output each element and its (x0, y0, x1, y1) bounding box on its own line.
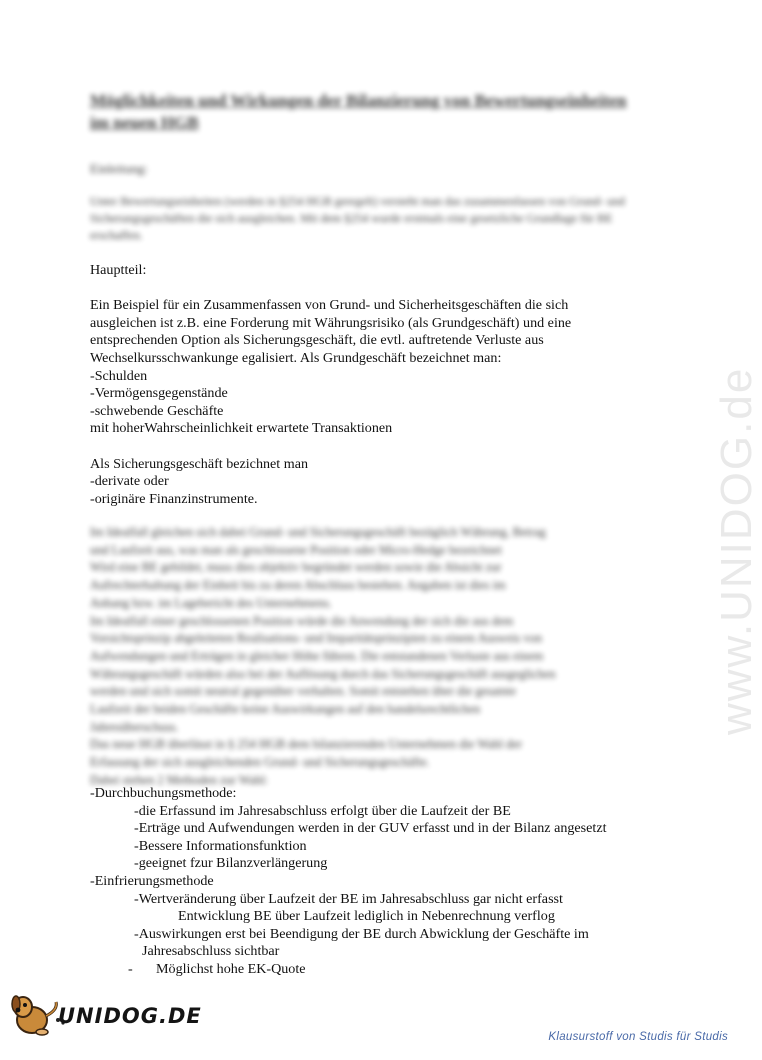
document-title: Möglichkeiten und Wirkungen der Bilanzierung von Bewertungseinheiten im neuen HGB (90, 91, 627, 132)
grund-list-item: -schwebende Geschäfte (90, 402, 224, 419)
grund-list-item: -Vermögensgegenstände (90, 385, 228, 402)
method-title: -Durchbuchungsmethode: (90, 785, 237, 801)
blurred-line: Jahresüberschuss. (90, 719, 179, 734)
blurred-line: Im Idealfall gleichen sich dabei Grund- und Sicherungsgeschäft bezüglich Währung, Betrag (90, 525, 546, 539)
method-item: -Bessere Informationsfunktion (134, 837, 307, 854)
blurred-line: Vorsichtsprinzip abgeleiteten Realisations- und Imparitätsprinzipien zu einem Ausweis von (90, 631, 542, 646)
blurred-line: werden und sich somit neutral gegenüber verhalten. Somit entstehen über die gesamte (90, 684, 516, 699)
intro-heading: Einleitung: (90, 161, 148, 176)
blurred-line: Aufwendungen und Erträgen in gleicher Höhe führen. Die entstandenen Verluste aus einem (90, 648, 544, 663)
blurred-line: Erfassung der sich ausgleichenden Grund- und Sicherungsgeschäfte. (90, 755, 430, 770)
method-item: -Erträge und Aufwendungen werden in der GUV erfasst und in der Bilanz angesetzt (134, 820, 607, 837)
method-item: -Wertveränderung über Laufzeit der BE im Jahresabschluss gar nicht erfasst (134, 890, 563, 907)
blurred-line: Anhang bzw. im Lagebericht des Unternehmens. (90, 595, 332, 610)
main-section (90, 262, 670, 508)
blurred-line: Aufrechterhaltung der Einheit bis zu deren Abschluss bestehen. Angaben ist dies im (90, 578, 506, 593)
main-paragraph-line: Wechselkursschwankunge egalisiert. Als Grundgeschäft bezeichnet man: (90, 349, 502, 366)
main-paragraph-line: ausgleichen ist z.B. eine Forderung mit Währungsrisiko (als Grundgeschäft) und eine (90, 314, 572, 331)
method-item: -geeignet fzur Bilanzverlängerung (134, 855, 328, 872)
method-item: -Auswirkungen erst bei Beendigung der BE durch Abwicklung der Geschäfte im (134, 925, 589, 942)
footer-tagline: Klausurstoff von Studis für Studis (548, 1031, 728, 1043)
blurred-line: Währungsgeschäft würden also bei der Auflösung durch das Sicherungsgeschäft ausgeglichen (90, 666, 556, 681)
method-title: -Einfrierungsmethode (90, 872, 214, 889)
blurred-line: Im Idealfall einer geschlossenen Position würde die Anwendung der sich die aus dem (90, 613, 514, 628)
method-item (90, 961, 670, 979)
method-item-continuation: Jahresabschluss sichtbar (142, 943, 280, 960)
blurred-line: Wird eine BE gebildet, muss dies objektiv begründet werden sowie die Absicht zur (90, 560, 502, 575)
method-subitem: Entwicklung BE über Laufzeit lediglich in Nebenrechnung verflog (178, 908, 555, 925)
dog-icon (6, 990, 66, 1040)
blurred-paragraph (90, 524, 665, 790)
blurred-line: und Laufzeit aus, was man als geschlossene Position oder Micro-Hedge bezeichnet (90, 542, 502, 557)
sicherung-intro: Als Sicherungsgeschäft bezichnet man (90, 455, 308, 472)
logo-text: UNIDOG.DE (58, 1004, 202, 1028)
list-dash: - (128, 960, 133, 977)
blurred-line: Dabei stehen 2 Methoden zur Wahl: (90, 772, 269, 787)
grund-list-item: mit hoherWahrscheinlichkeit erwartete Transaktionen (90, 420, 393, 437)
main-paragraph-line: entsprechenden Option als Sicherungsgeschäft, die evtl. auftretende Verluste aus (90, 332, 544, 349)
grund-list-item: -Schulden (90, 367, 148, 384)
blurred-line: Das neue HGB überlässt in § 254 HGB dem bilanzierenden Unternehmen die Wahl der (90, 737, 522, 752)
intro-text: Unter Bewertungseinheiten (werden in §254 HGB geregelt) versteht man das zusammenfassen von Grund- und Sicherungsgeschäften die sich ausgleichen. Mit dem §254 wurde erstmals eine gesetzliche Grundlage für BE erschaffen. (90, 194, 625, 242)
blurred-line: Laufzeit der beiden Geschäfte keine Auswirkungen auf den handelsrechtlichen (90, 702, 481, 717)
main-paragraph-line: Ein Beispiel für ein Zusammenfassen von Grund- und Sicherheitsgeschäften die sich (90, 297, 569, 314)
methods-section (90, 785, 670, 979)
method-item-text: Möglichst hohe EK-Quote (156, 960, 306, 977)
method-item: -die Erfassund im Jahresabschluss erfolgt über die Laufzeit der BE (134, 802, 511, 819)
watermark: www.UNIDOG.de (712, 366, 761, 735)
sicherung-list-item: -derivate oder (90, 473, 169, 490)
main-heading: Hauptteil: (90, 262, 147, 278)
sicherung-list-item: -originäre Finanzinstrumente. (90, 490, 258, 507)
